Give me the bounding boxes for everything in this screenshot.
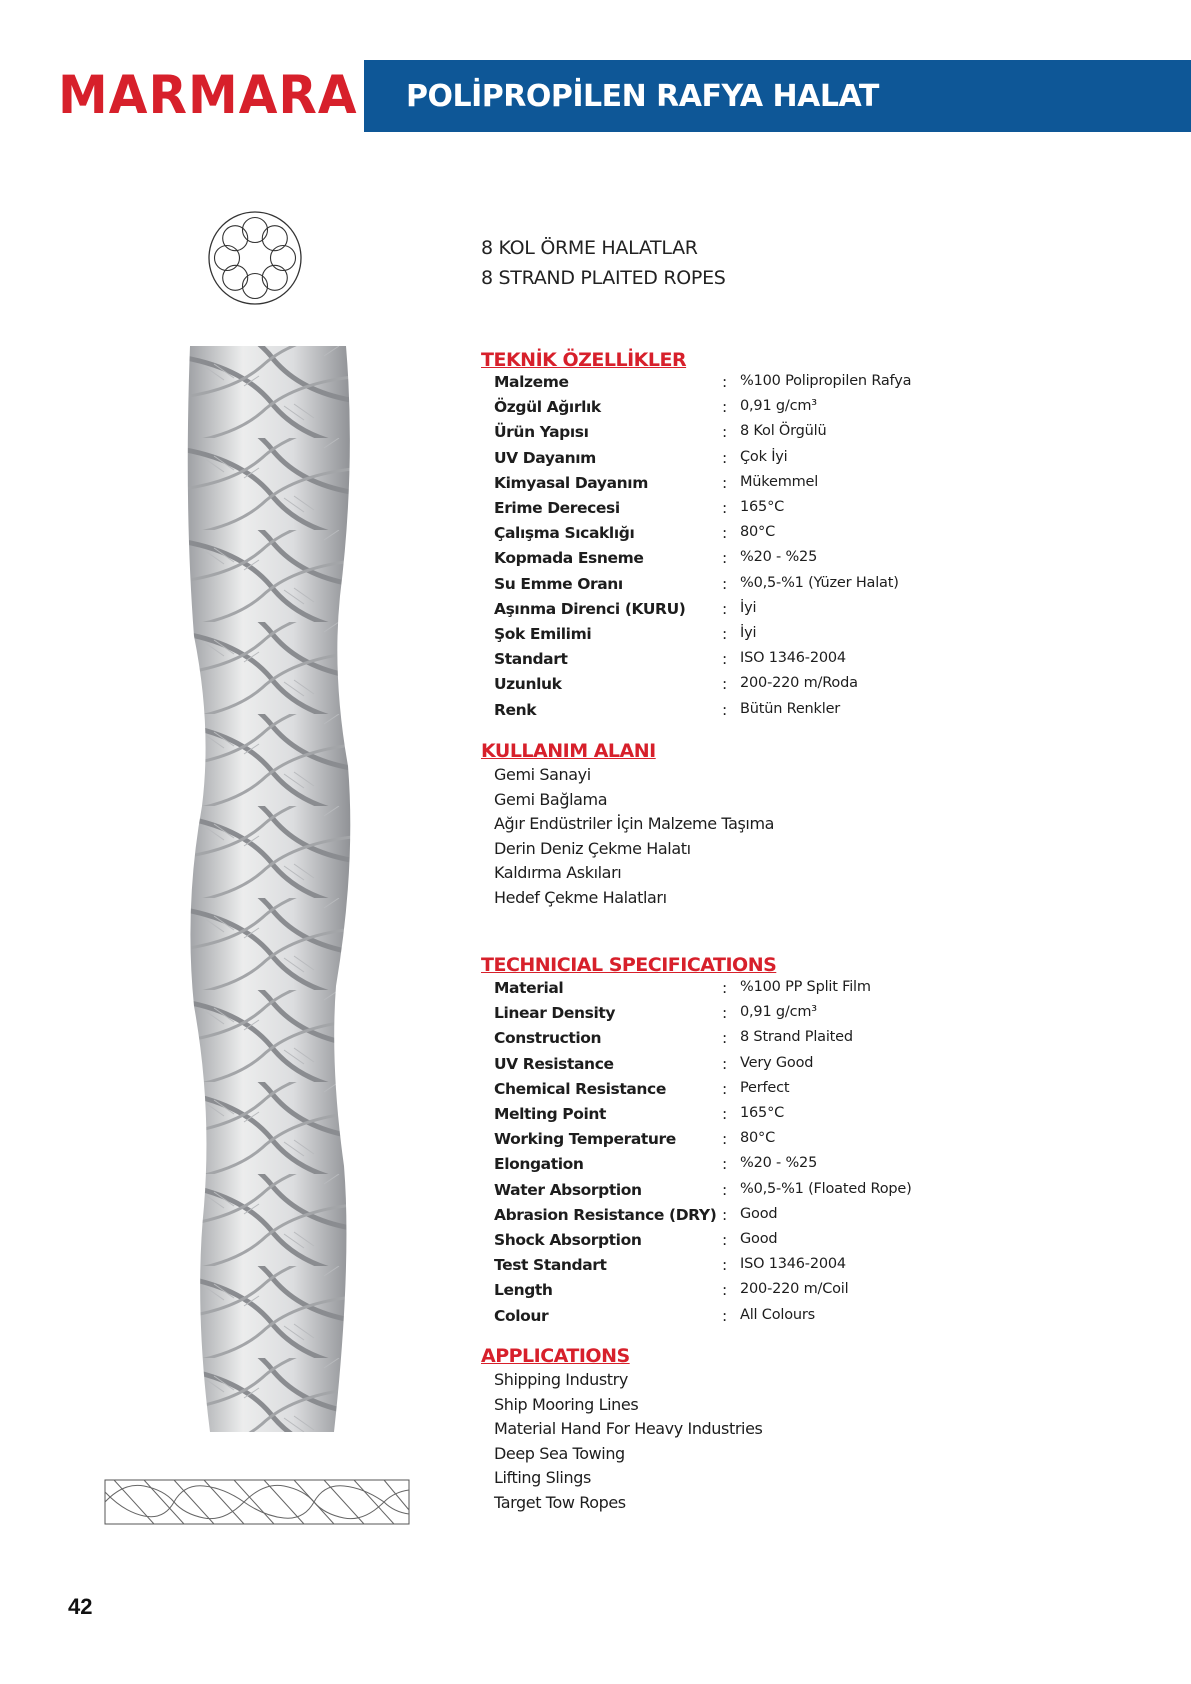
spec-label: Construction (494, 1029, 602, 1048)
spec-value: 0,91 g/cm³ (740, 1004, 817, 1021)
spec-value: 200-220 m/Coil (740, 1281, 849, 1298)
spec-value: 80°C (740, 1130, 776, 1147)
spec-value: 165°C (740, 499, 785, 515)
section-title-kullanim: KULLANIM ALANI (481, 740, 656, 762)
spec-row (0, 1307, 1191, 1332)
spec-value: 8 Kol Örgülü (740, 423, 827, 440)
spec-row (0, 625, 1191, 650)
spec-colon: : (722, 549, 728, 568)
spec-label: Material (494, 979, 564, 997)
spec-value: %100 PP Split Film (740, 979, 871, 995)
spec-value: %0,5-%1 (Yüzer Halat) (740, 574, 899, 591)
page-number: 42 (68, 1594, 93, 1619)
spec-row (0, 575, 1191, 600)
spec-row (0, 1281, 1191, 1306)
spec-colon: : (722, 373, 728, 391)
spec-label: Renk (494, 700, 537, 719)
rope-side-drawing (104, 1478, 410, 1526)
spec-row (0, 423, 1191, 448)
spec-colon: : (722, 1281, 728, 1300)
spec-value: 165°C (740, 1105, 785, 1121)
list-item: Kaldırma Askıları (494, 863, 622, 882)
spec-colon: : (722, 625, 728, 643)
spec-value: %0,5-%1 (Floated Rope) (740, 1180, 912, 1197)
brand-logo: MARMARA (58, 64, 358, 126)
spec-label: Linear Density (494, 1004, 616, 1023)
spec-label: Water Absorption (494, 1180, 642, 1199)
spec-label: Kopmada Esneme (494, 549, 644, 568)
spec-value: İyi (740, 625, 757, 641)
spec-label: Abrasion Resistance (DRY) (494, 1205, 717, 1224)
spec-colon: : (722, 1004, 728, 1023)
spec-value: 0,91 g/cm³ (740, 398, 817, 415)
spec-value: %20 - %25 (740, 549, 818, 566)
spec-label: Elongation (494, 1155, 584, 1174)
spec-colon: : (722, 1079, 728, 1098)
spec-label: Özgül Ağırlık (494, 398, 601, 417)
spec-colon: : (722, 1054, 728, 1073)
section-title-technical: TECHNICIAL SPECIFICATIONS (481, 954, 777, 976)
section-title-applications: APPLICATIONS (481, 1345, 630, 1367)
spec-value: %20 - %25 (740, 1155, 818, 1172)
spec-label: Melting Point (494, 1105, 607, 1123)
spec-value: Very Good (740, 1054, 814, 1071)
spec-colon: : (722, 1155, 728, 1174)
spec-value: Bütün Renkler (740, 700, 841, 717)
spec-value: 80°C (740, 524, 776, 541)
list-item: Lifting Slings (494, 1468, 591, 1487)
list-item: Deep Sea Towing (494, 1443, 625, 1463)
list-item: Ship Mooring Lines (494, 1394, 639, 1414)
spec-label: Kimyasal Dayanım (494, 473, 648, 492)
spec-value: All Colours (740, 1306, 815, 1323)
spec-label: Test Standart (494, 1256, 607, 1275)
spec-colon: : (722, 700, 728, 719)
spec-value: ISO 1346-2004 (740, 650, 846, 667)
spec-value: 8 Strand Plaited (740, 1029, 853, 1046)
list-item: Derin Deniz Çekme Halatı (494, 838, 691, 858)
spec-value: ISO 1346-2004 (740, 1256, 846, 1273)
spec-label: Shock Absorption (494, 1231, 642, 1249)
spec-value: Mükemmel (740, 473, 819, 490)
spec-colon: : (722, 599, 728, 618)
spec-label: Standart (494, 650, 568, 669)
section-title-teknik: TEKNİK ÖZELLİKLER (481, 349, 687, 371)
spec-row (0, 449, 1191, 474)
spec-row (0, 1155, 1191, 1180)
spec-colon: : (722, 650, 728, 669)
title-banner (364, 60, 1191, 132)
spec-row (0, 600, 1191, 625)
spec-value: %100 Polipropilen Rafya (740, 373, 912, 389)
spec-label: Working Temperature (494, 1130, 676, 1149)
spec-label: Ürün Yapısı (494, 423, 589, 442)
spec-row (0, 1080, 1191, 1105)
spec-colon: : (722, 1256, 728, 1275)
list-item: Target Tow Ropes (494, 1492, 626, 1512)
spec-label: Length (494, 1281, 553, 1300)
spec-label: Şok Emilimi (494, 625, 592, 643)
spec-row (0, 398, 1191, 423)
spec-row (0, 650, 1191, 675)
spec-row (0, 1206, 1191, 1231)
spec-colon: : (722, 1029, 728, 1048)
spec-label: Uzunluk (494, 675, 562, 694)
spec-colon: : (722, 398, 728, 417)
spec-row (0, 1004, 1191, 1029)
spec-colon: : (722, 1306, 728, 1325)
spec-value: 200-220 m/Roda (740, 675, 858, 692)
spec-colon: : (722, 423, 728, 442)
spec-label: UV Resistance (494, 1054, 614, 1073)
spec-row (0, 373, 1191, 398)
spec-label: UV Dayanım (494, 448, 596, 467)
list-item: Shipping Industry (494, 1370, 628, 1389)
spec-label: Colour (494, 1306, 549, 1325)
spec-row (0, 675, 1191, 700)
spec-value: Good (740, 1205, 778, 1222)
spec-colon: : (722, 473, 728, 492)
spec-row (0, 1231, 1191, 1256)
spec-row (0, 701, 1191, 726)
spec-value: İyi (740, 599, 757, 616)
spec-row (0, 474, 1191, 499)
spec-value: Perfect (740, 1079, 790, 1096)
spec-label: Chemical Resistance (494, 1079, 666, 1098)
spec-row (0, 1130, 1191, 1155)
spec-colon: : (722, 1205, 728, 1224)
spec-colon: : (722, 1130, 728, 1149)
spec-row (0, 549, 1191, 574)
spec-colon: : (722, 675, 728, 694)
spec-value: Çok İyi (740, 448, 788, 465)
spec-label: Çalışma Sıcaklığı (494, 524, 635, 543)
heading-turkish: 8 KOL ÖRME HALATLAR (481, 237, 698, 259)
list-item: Hedef Çekme Halatları (494, 887, 667, 907)
spec-row (0, 1055, 1191, 1080)
spec-colon: : (722, 448, 728, 467)
spec-colon: : (722, 1180, 728, 1199)
spec-value: Good (740, 1231, 778, 1247)
page-title: POLİPROPİLEN RAFYA HALAT (406, 79, 879, 114)
spec-colon: : (722, 574, 728, 593)
list-item: Gemi Bağlama (494, 789, 608, 809)
spec-colon: : (722, 979, 728, 997)
spec-row (0, 499, 1191, 524)
spec-row (0, 979, 1191, 1004)
spec-label: Su Emme Oranı (494, 574, 623, 593)
heading-english: 8 STRAND PLAITED ROPES (481, 267, 726, 289)
spec-label: Erime Derecesi (494, 499, 620, 517)
spec-label: Malzeme (494, 373, 569, 391)
spec-colon: : (722, 499, 728, 517)
list-item: Gemi Sanayi (494, 765, 591, 784)
spec-row (0, 1029, 1191, 1054)
spec-colon: : (722, 1231, 728, 1249)
rope-cross-section-diagram (207, 210, 303, 306)
spec-colon: : (722, 1105, 728, 1123)
spec-row (0, 1105, 1191, 1130)
spec-row (0, 1181, 1191, 1206)
list-item: Material Hand For Heavy Industries (494, 1419, 763, 1438)
spec-row (0, 1256, 1191, 1281)
spec-colon: : (722, 524, 728, 543)
spec-row (0, 524, 1191, 549)
spec-label: Aşınma Direnci (KURU) (494, 599, 686, 618)
list-item: Ağır Endüstriler İçin Malzeme Taşıma (494, 814, 775, 833)
